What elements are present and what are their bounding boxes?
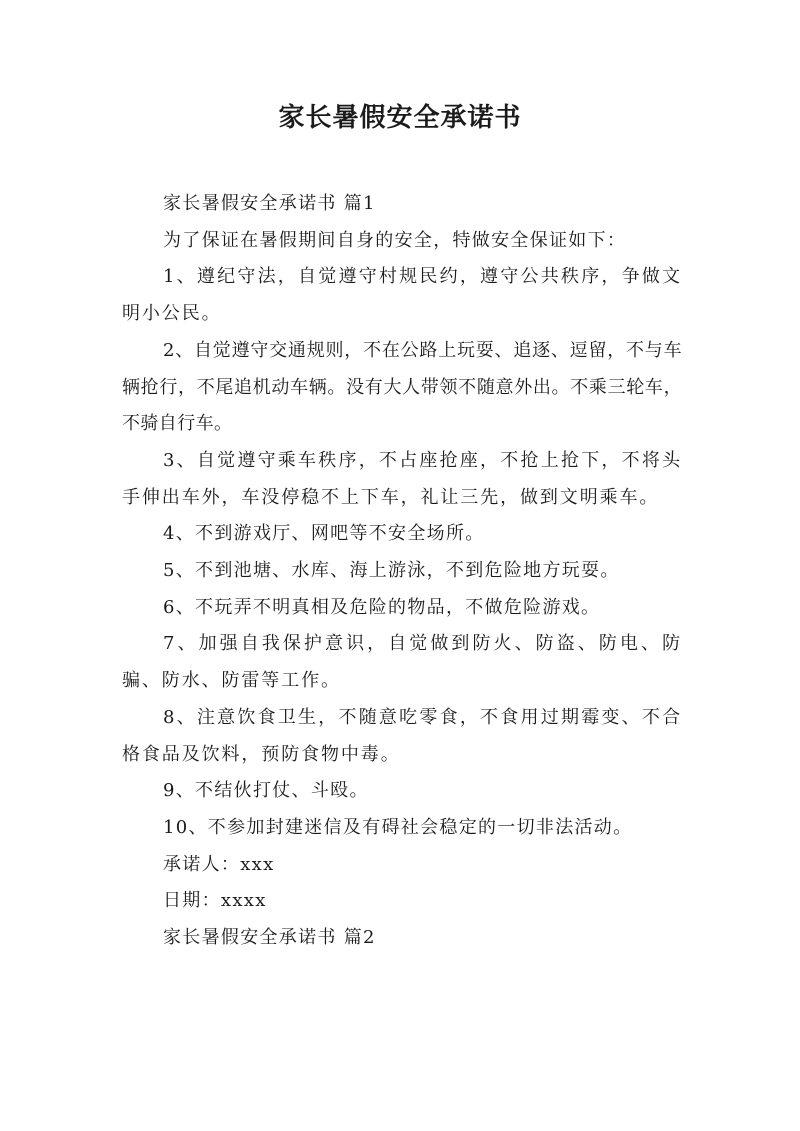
rule-4: 4、不到游戏厅、网吧等不安全场所。 [163, 523, 485, 545]
rule-8: 8、注意饮食卫生，不随意吃零食，不食用过期霉变、不合格食品及饮料，预防食物中毒。 [122, 706, 682, 765]
rule-2: 2、自觉遵守交通规则，不在公路上玩耍、追逐、逗留，不与车辆抢行，不尾追机动车辆。没有大人带领不随意外出。不乘三轮车，不骑自行车。 [122, 339, 682, 435]
promiser-line: 承诺人：xxx [163, 853, 275, 875]
section-heading-1: 家长暑假安全承诺书 篇1 [163, 193, 376, 214]
rule-7: 7、加强自我保护意识，自觉做到防火、防盗、防电、防骗、防水、防雷等工作。 [122, 633, 682, 692]
document-title: 家长暑假安全承诺书 [278, 103, 522, 133]
rule-6: 6、不玩弄不明真相及危险的物品，不做危险游戏。 [163, 596, 601, 618]
rule-1: 1、遵纪守法，自觉遵守村规民约，遵守公共秩序，争做文明小公民。 [122, 266, 682, 325]
rule-3: 3、自觉遵守乘车秩序，不占座抢座，不抢上抢下，不将头手伸出车外，车没停稳不上下车，礼让三先，做到文明乘车。 [122, 449, 682, 508]
date-line: 日期：xxxx [163, 890, 267, 912]
document-body [122, 186, 682, 957]
rule-5: 5、不到池塘、水库、海上游泳，不到危险地方玩耍。 [163, 560, 620, 582]
rule-10: 10、不参加封建迷信及有碍社会稳定的一切非法活动。 [163, 816, 633, 838]
rule-9: 9、不结伙打仗、斗殴。 [163, 780, 369, 802]
intro-paragraph: 为了保证在暑假期间自身的安全，特做安全保证如下： [163, 229, 627, 251]
section-heading-2: 家长暑假安全承诺书 篇2 [163, 927, 376, 949]
